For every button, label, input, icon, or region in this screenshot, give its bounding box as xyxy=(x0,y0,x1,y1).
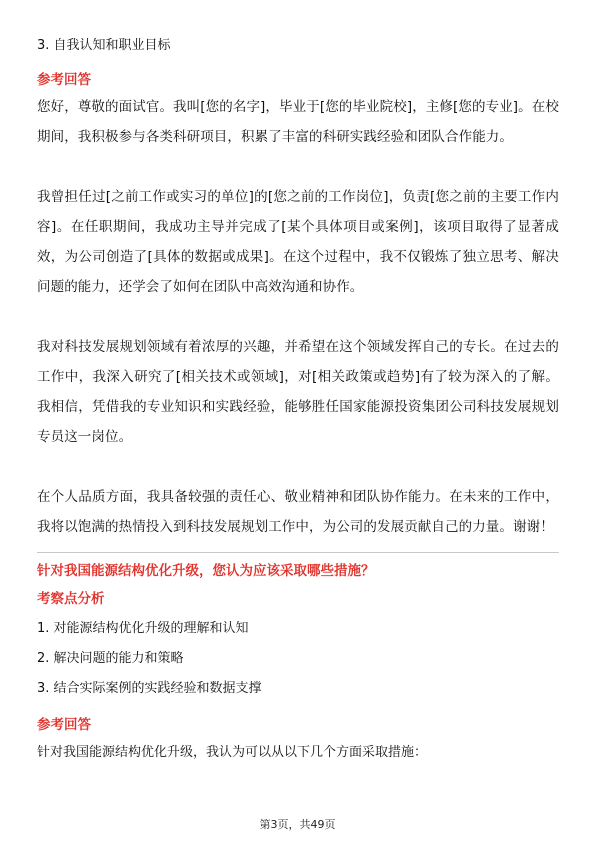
answer-paragraph: 我对科技发展规划领域有着浓厚的兴趣，并希望在这个领域发挥自己的专长。在过去的工作中，我深入研究了[相关技术或领域]，对[相关政策或趋势]有了较为深入的了解。我相信，凭借我的专业知识和实践经验，能够胜任国家能源投资集团公司科技发展规划专员这一岗位。 xyxy=(37,339,559,445)
analysis-heading: 考察点分析 xyxy=(37,591,105,607)
reference-answer-heading: 参考回答 xyxy=(37,72,91,88)
exam-point-item: 2. 解决问题的能力和策略 xyxy=(37,651,184,666)
answer-paragraph: 在个人品质方面，我具备较强的责任心、敬业精神和团队协作能力。在未来的工作中，我将以饱满的热情投入到科技发展规划工作中，为公司的发展贡献自己的力量。谢谢！ xyxy=(37,489,559,535)
section-divider xyxy=(37,552,559,553)
exam-point-item: 3. 结合实际案例的实践经验和数据支撑 xyxy=(37,681,262,696)
exam-point-item: 3. 自我认知和职业目标 xyxy=(37,38,171,53)
page-number-footer: 第3页，共49页 xyxy=(259,818,336,831)
answer-paragraph: 您好，尊敬的面试官。我叫[您的名字]，毕业于[您的毕业院校]，主修[您的专业]。在校期间，我积极参与各类科研项目，积累了丰富的科研实践经验和团队合作能力。 xyxy=(37,99,559,145)
answer-opening-line: 针对我国能源结构优化升级，我认为可以从以下几个方面采取措施： xyxy=(37,745,428,760)
paragraph-gap xyxy=(37,302,559,332)
paragraph-gap xyxy=(37,152,559,182)
document-page xyxy=(37,30,559,763)
question-title: 针对我国能源结构优化升级，您认为应该采取哪些措施？ xyxy=(37,563,375,579)
answer-paragraph: 我曾担任过[之前工作或实习的单位]的[您之前的工作岗位]，负责[您之前的主要工作内容]。在任职期间，我成功主导并完成了[某个具体项目或案例]，该项目取得了显著成效，为公司创造了[具体的数据或成果]。在这个过程中，我不仅锻炼了独立思考、解决问题的能力，还学会了如何在团队中高效沟通和协作。 xyxy=(37,189,559,295)
reference-answer-heading: 参考回答 xyxy=(37,717,91,733)
exam-point-item: 1. 对能源结构优化升级的理解和认知 xyxy=(37,621,249,636)
paragraph-gap xyxy=(37,452,559,482)
